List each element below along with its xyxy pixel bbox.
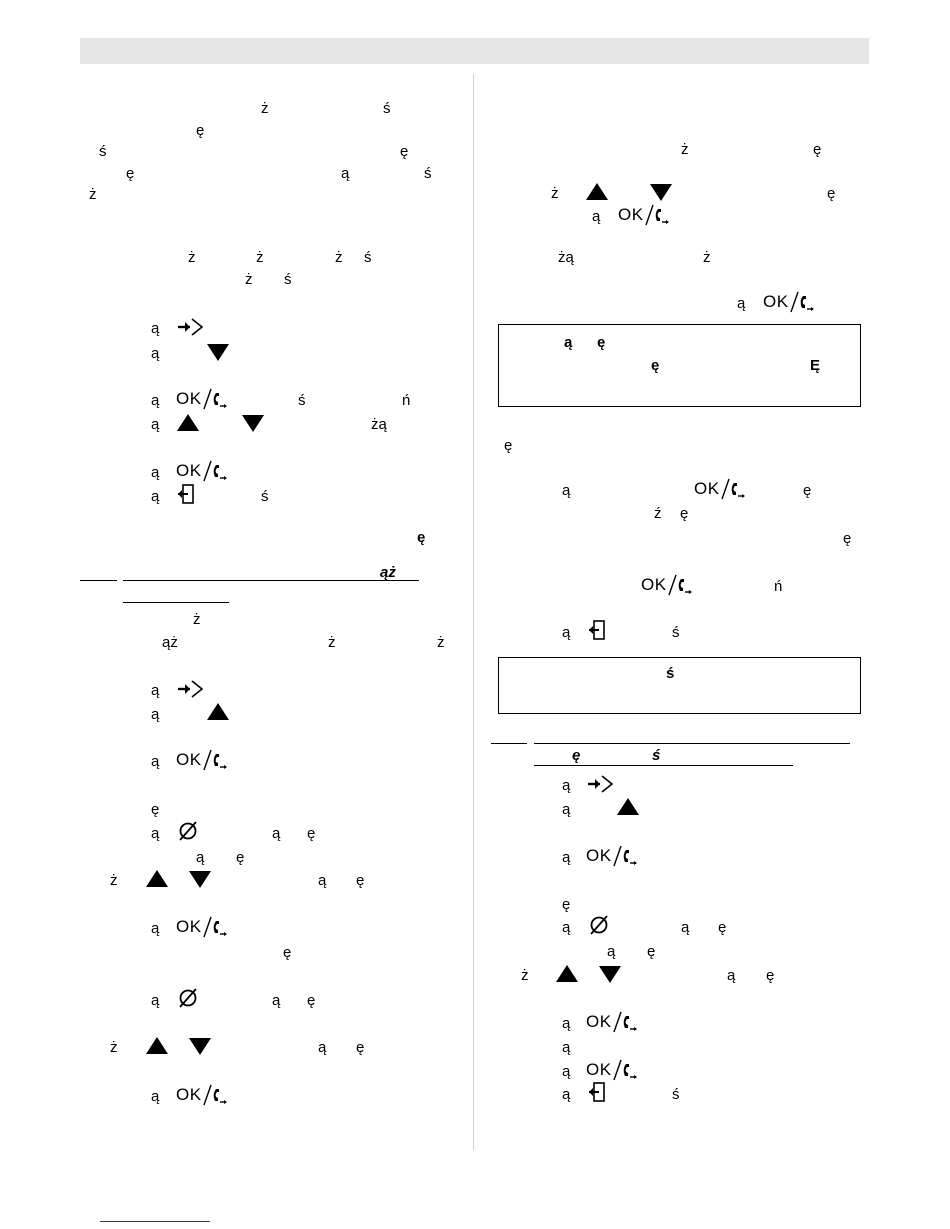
step-char: ś [672, 1086, 680, 1103]
step-char: ą [562, 777, 571, 794]
step-char: ą [607, 943, 616, 960]
ok-label: OK [694, 479, 720, 498]
step-char: ą [151, 1088, 160, 1105]
paragraph-char: ż [256, 249, 264, 266]
step-char: ą [562, 919, 571, 936]
triangle-down-icon [599, 965, 621, 983]
step-char: ą [151, 320, 160, 337]
heading-rule-short [491, 743, 527, 744]
note-box [498, 324, 861, 407]
step-char: ą [151, 753, 160, 770]
step-char: ą [196, 849, 205, 866]
ok-phone-icon [176, 461, 228, 481]
step-char: ą [562, 1086, 571, 1103]
footer-link-underline[interactable] [100, 1221, 210, 1222]
triangle-up-icon [207, 703, 229, 721]
header-bar [80, 38, 869, 64]
triangle-up-icon [146, 1037, 168, 1055]
note-box [498, 657, 861, 714]
paragraph-char: ś [364, 249, 372, 266]
column-divider [473, 74, 474, 1150]
clear-delete-icon [588, 916, 610, 934]
step-char: ę [307, 825, 316, 842]
ok-phone-icon [586, 1060, 638, 1080]
step-char: ą [562, 1063, 571, 1080]
paragraph-char: ż [681, 141, 689, 158]
intro-char: ą [341, 165, 350, 182]
step-char: ę [307, 992, 316, 1009]
sub-char: ż [193, 611, 201, 628]
paragraph-char: ż [335, 249, 343, 266]
step-char: ą [151, 488, 160, 505]
triangle-up-icon [556, 965, 578, 983]
paragraph-char: ę [504, 437, 513, 454]
paragraph-char: żą [558, 249, 574, 266]
sub-char: ż [437, 634, 445, 651]
paragraph-char: ż [551, 185, 559, 202]
exit-back-icon [588, 1083, 606, 1101]
triangle-up-icon [177, 414, 199, 432]
ok-label: OK [586, 846, 612, 865]
triangle-down-icon [650, 183, 672, 201]
step-char: ą [151, 992, 160, 1009]
ok-phone-icon [586, 846, 638, 866]
exit-back-icon [177, 485, 195, 503]
paragraph-char: ź [654, 505, 662, 522]
triangle-up-icon [586, 183, 608, 201]
step-char: ą [562, 1039, 571, 1056]
note-box-char: ę [597, 334, 606, 351]
ok-label: OK [176, 750, 202, 769]
step-char: ą [318, 1039, 327, 1056]
step-char: ę [356, 872, 365, 889]
ok-label: OK [176, 1085, 202, 1104]
step-char: ą [681, 919, 690, 936]
intro-char: ę [126, 165, 135, 182]
intro-char: ę [196, 122, 205, 139]
heading-rule [123, 580, 419, 581]
ok-phone-icon [641, 575, 693, 595]
sub-char: ąż [162, 634, 178, 651]
heading-rule-sub [123, 602, 229, 603]
step-char: ą [562, 849, 571, 866]
step-char: ż [110, 872, 118, 889]
paragraph-char: ą [737, 295, 746, 312]
step-char: ę [151, 801, 160, 818]
intro-char: ś [99, 143, 107, 160]
paragraph-char: ą [562, 482, 571, 499]
step-char: ą [151, 464, 160, 481]
ok-label: OK [641, 575, 667, 594]
step-char: ą [562, 801, 571, 818]
section-heading-char: ś [652, 747, 661, 764]
heading-rule-sub [534, 765, 793, 766]
step-char: ż [521, 967, 529, 984]
paragraph-char: ż [188, 249, 196, 266]
ok-phone-icon [176, 750, 228, 770]
paragraph-char: ę [827, 185, 836, 202]
section-heading: ąż [380, 564, 396, 581]
clear-delete-icon [177, 822, 199, 840]
intro-char: ż [261, 100, 269, 117]
step-char: ę [562, 896, 571, 913]
ok-phone-icon [694, 479, 746, 499]
triangle-up-icon [617, 798, 639, 816]
paragraph-char: ą [592, 208, 601, 225]
paragraph-char: ę [803, 482, 812, 499]
ok-phone-icon [763, 292, 815, 312]
ok-label: OK [586, 1060, 612, 1079]
step-char: ą [151, 825, 160, 842]
ok-label: OK [586, 1012, 612, 1031]
step-char: ę [236, 849, 245, 866]
ok-label: OK [763, 292, 789, 311]
step-char: ę [283, 944, 292, 961]
step-char: ą [151, 920, 160, 937]
exit-back-icon [588, 621, 606, 639]
intro-char: ś [383, 100, 391, 117]
step-char: ś [261, 488, 269, 505]
intro-char: ż [89, 186, 97, 203]
paragraph-char: ż [703, 249, 711, 266]
step-char: żą [371, 416, 387, 433]
step-char: ą [151, 682, 160, 699]
intro-char: ś [424, 165, 432, 182]
step-char: ń [402, 392, 411, 409]
step-char: ą [562, 624, 571, 641]
paragraph-char: ń [774, 578, 783, 595]
paragraph-char: ś [284, 271, 292, 288]
note-char: ę [417, 529, 426, 546]
ok-label: OK [176, 389, 202, 408]
note-box-char: Ę [810, 357, 821, 374]
step-char: ż [110, 1039, 118, 1056]
step-char: ę [766, 967, 775, 984]
section-heading-char: ę [572, 747, 581, 764]
paragraph-char: ę [813, 141, 822, 158]
step-char: ę [718, 919, 727, 936]
triangle-down-icon [242, 414, 264, 432]
ok-phone-icon [176, 1085, 228, 1105]
paragraph-char: ż [245, 271, 253, 288]
step-char: ę [647, 943, 656, 960]
triangle-down-icon [207, 343, 229, 361]
ok-phone-icon [618, 205, 670, 225]
step-char: ś [672, 624, 680, 641]
note-box-char: ę [651, 357, 660, 374]
intro-char: ę [400, 143, 409, 160]
step-char: ą [151, 392, 160, 409]
step-char: ę [356, 1039, 365, 1056]
menu-enter-icon [586, 775, 614, 793]
paragraph-char: ę [843, 530, 852, 547]
ok-label: OK [176, 461, 202, 480]
clear-delete-icon [177, 989, 199, 1007]
step-char: ś [298, 392, 306, 409]
ok-label: OK [176, 917, 202, 936]
ok-phone-icon [586, 1012, 638, 1032]
triangle-down-icon [189, 1037, 211, 1055]
step-char: ą [151, 345, 160, 362]
step-char: ą [272, 825, 281, 842]
note-box-char: ą [564, 334, 573, 351]
note-box-char: ś [666, 665, 675, 682]
heading-rule-short [80, 580, 117, 581]
ok-phone-icon [176, 917, 228, 937]
menu-enter-icon [176, 318, 204, 336]
heading-rule [534, 743, 850, 744]
ok-phone-icon [176, 389, 228, 409]
step-char: ą [727, 967, 736, 984]
step-char: ą [562, 1015, 571, 1032]
menu-enter-icon [176, 680, 204, 698]
step-char: ą [318, 872, 327, 889]
sub-char: ż [328, 634, 336, 651]
ok-label: OK [618, 205, 644, 224]
triangle-up-icon [146, 870, 168, 888]
step-char: ą [151, 416, 160, 433]
triangle-down-icon [189, 870, 211, 888]
paragraph-char: ę [680, 505, 689, 522]
step-char: ą [151, 706, 160, 723]
step-char: ą [272, 992, 281, 1009]
